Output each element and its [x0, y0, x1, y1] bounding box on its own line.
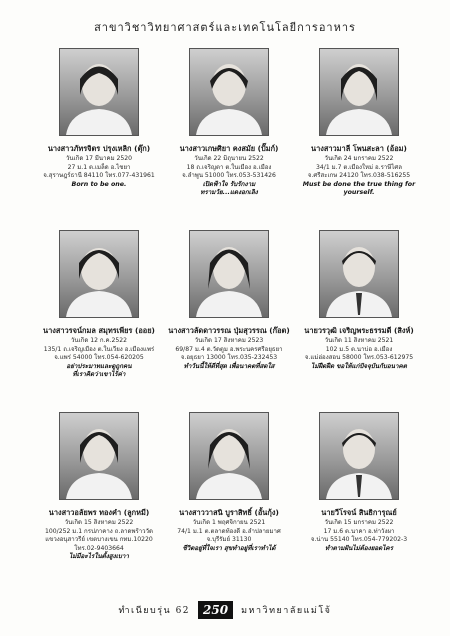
student-motto: ไม่มีอะไรในตั้งสูงเบาา — [69, 553, 129, 561]
student-info: วันเกิด 17 สิงหาคม 2523 — [194, 337, 264, 344]
student-photo — [319, 230, 399, 318]
page-footer — [0, 598, 450, 622]
student-card — [164, 226, 294, 408]
student-motto: Born to be one. — [71, 180, 127, 188]
student-info: จ.ศรีสะเกษ 24120 โทร.038-516255 — [307, 172, 411, 180]
student-motto: อย่าประมาทและดูถูกคน — [66, 362, 132, 370]
student-motto: ทำวันนี้ให้ดีที่สุด เพื่อนาคตที่สดใส — [183, 362, 275, 370]
student-photo — [59, 412, 139, 500]
student-info: วันเกิด 11 สิงหาคม 2521 — [324, 337, 394, 344]
student-motto: ชีวิตอยู่ที่ใจเรา สุขทำอยู่ที่เราทำได้ — [182, 544, 276, 552]
student-info: 102 ม.5 ต.นาบ่อ อ.เมือง — [325, 345, 393, 353]
student-info: 27 ม.1 ต.เมล็ด อ.ไชยา — [67, 163, 131, 171]
student-motto: เปิดฟ้าใจ รับรักงาม — [202, 180, 256, 188]
page-number: 250 — [198, 601, 233, 619]
student-card — [294, 226, 424, 408]
student-info: จ.แพร่ 54000 โทร.054-620205 — [54, 354, 144, 362]
student-info: แขวงอนุสาวรีย์ เขตบางเขน กทม.10220 — [45, 536, 153, 544]
student-name: นางสาวลัดดาวรรณ ปุ่มสุวรรณ (ก๊อต) — [168, 326, 290, 335]
portrait-icon — [190, 231, 268, 317]
student-photo — [59, 230, 139, 318]
student-photo — [189, 230, 269, 318]
student-info: จ.ลำพูน 51000 โทร.053-531426 — [182, 172, 276, 180]
portrait-icon — [190, 413, 268, 499]
student-info: 135/1 ถ.เจริญเมือง ต.ในเวียง อ.เมืองแพร่ — [43, 345, 155, 353]
student-card — [34, 226, 164, 408]
student-info: 69/87 ม.4 ต.วัดตูม อ.พระนครศรีอยุธยา — [175, 345, 283, 353]
student-info: จ.บุรีรัมย์ 31130 — [206, 536, 252, 544]
student-info: วันเกิด 22 มิถุนายน 2522 — [194, 155, 264, 162]
student-name: นางสาววาสนิ บูราสิทธิ์ (อั้นกุ้ง) — [179, 508, 279, 517]
student-name: นางสาวมาลี โพนสะลา (อ้อม) — [311, 144, 407, 153]
student-name: นายวีโรจน์ สินธิการุณย์ — [321, 508, 397, 517]
student-photo — [189, 48, 269, 136]
student-info: จ.สุราษฎร์ธานี 84110 โทร.077-431961 — [43, 172, 155, 180]
student-motto: ไม่ฝืดฝืด ขอให้แก่ปัจจุบันกับอนาคต — [311, 362, 407, 370]
student-motto: yourself. — [343, 189, 375, 197]
student-info: จ.น่าน 55140 โทร.054-779202-3 — [310, 536, 408, 544]
student-info: วันเกิด 17 มีนาคม 2520 — [65, 155, 133, 162]
student-info: จ.แม่ฮ่องสอน 58000 โทร.053-612975 — [304, 354, 414, 362]
portrait-icon — [190, 49, 268, 135]
student-name: นางสาวรจน์กมล สมุทรเพียร (ออย) — [43, 326, 155, 335]
student-name: นางสาวเกษศิยา คงสมัย (ปั๊มก์) — [179, 144, 279, 153]
student-info: วันเกิด 15 สิงหาคม 2522 — [64, 519, 134, 526]
student-motto: ที่เราคิดว่าเขาไร้ค่า — [72, 371, 126, 379]
portrait-icon — [320, 231, 398, 317]
student-info: 17 ม.6 ต.นาคา อ.ท่าวังผา — [323, 527, 395, 535]
student-info: วันเกิด 1 พฤศจิกายน 2521 — [192, 519, 266, 526]
student-info: จ.อยุธยา 13000 โทร.035-232453 — [180, 354, 278, 362]
student-card — [34, 408, 164, 590]
student-photo — [319, 412, 399, 500]
student-name: นายวรวุฒิ เจริญพระธรรมดี (สิงห์) — [304, 326, 414, 335]
student-motto: Must be done the true thing for — [302, 180, 416, 188]
portrait-icon — [60, 49, 138, 135]
student-info: 100/252 ม.1 กรปภาคาง ถ.ลาดพร้าววัด — [45, 527, 153, 535]
portrait-icon — [60, 231, 138, 317]
student-photo — [319, 48, 399, 136]
portrait-icon — [320, 413, 398, 499]
footer-left-text: ทำเนียบรุ่น 62 — [118, 606, 191, 616]
student-grid — [34, 44, 424, 592]
student-name: นางสาวอลัยพร ทองคำ (ลูกหมี) — [48, 508, 150, 517]
student-info: โทร.02-9403664 — [74, 544, 124, 552]
student-photo — [59, 48, 139, 136]
student-info: 34/1 ม.7 ต.เมืองใหม่ อ.ราษีไศล — [316, 163, 402, 171]
student-name: นางสาวภัทรจิตร ปรุงเหลิก (ตุ๊ก) — [47, 144, 151, 153]
page-header: สาขาวิชาวิทยาศาสตร์และเทคโนโลยีการอาหาร — [94, 21, 356, 34]
student-info: วันเกิด 12 ก.ค.2522 — [70, 337, 128, 344]
student-motto: ทรามวัย...แดงอกเลิง — [200, 189, 258, 197]
student-card — [34, 44, 164, 226]
footer-right-text: มหาวิทยาลัยแม่โจ้ — [241, 606, 332, 616]
student-card — [164, 408, 294, 590]
student-photo — [189, 412, 269, 500]
student-card — [164, 44, 294, 226]
student-info: 18 ถ.เจริญตา ต.ในเมือง อ.เมือง — [186, 163, 272, 171]
portrait-icon — [320, 49, 398, 135]
student-motto: ทำตามฝันไม่ต้องยอดไคร — [324, 544, 394, 552]
student-card — [294, 408, 424, 590]
student-info: วันเกิด 15 มกราคม 2522 — [324, 519, 394, 526]
student-card — [294, 44, 424, 226]
student-info: วันเกิด 24 มกราคม 2522 — [324, 155, 394, 162]
portrait-icon — [60, 413, 138, 499]
student-info: 74/1 ม.1 ต.ตลาดท้องดี อ.ลำปลายมาศ — [177, 527, 281, 535]
